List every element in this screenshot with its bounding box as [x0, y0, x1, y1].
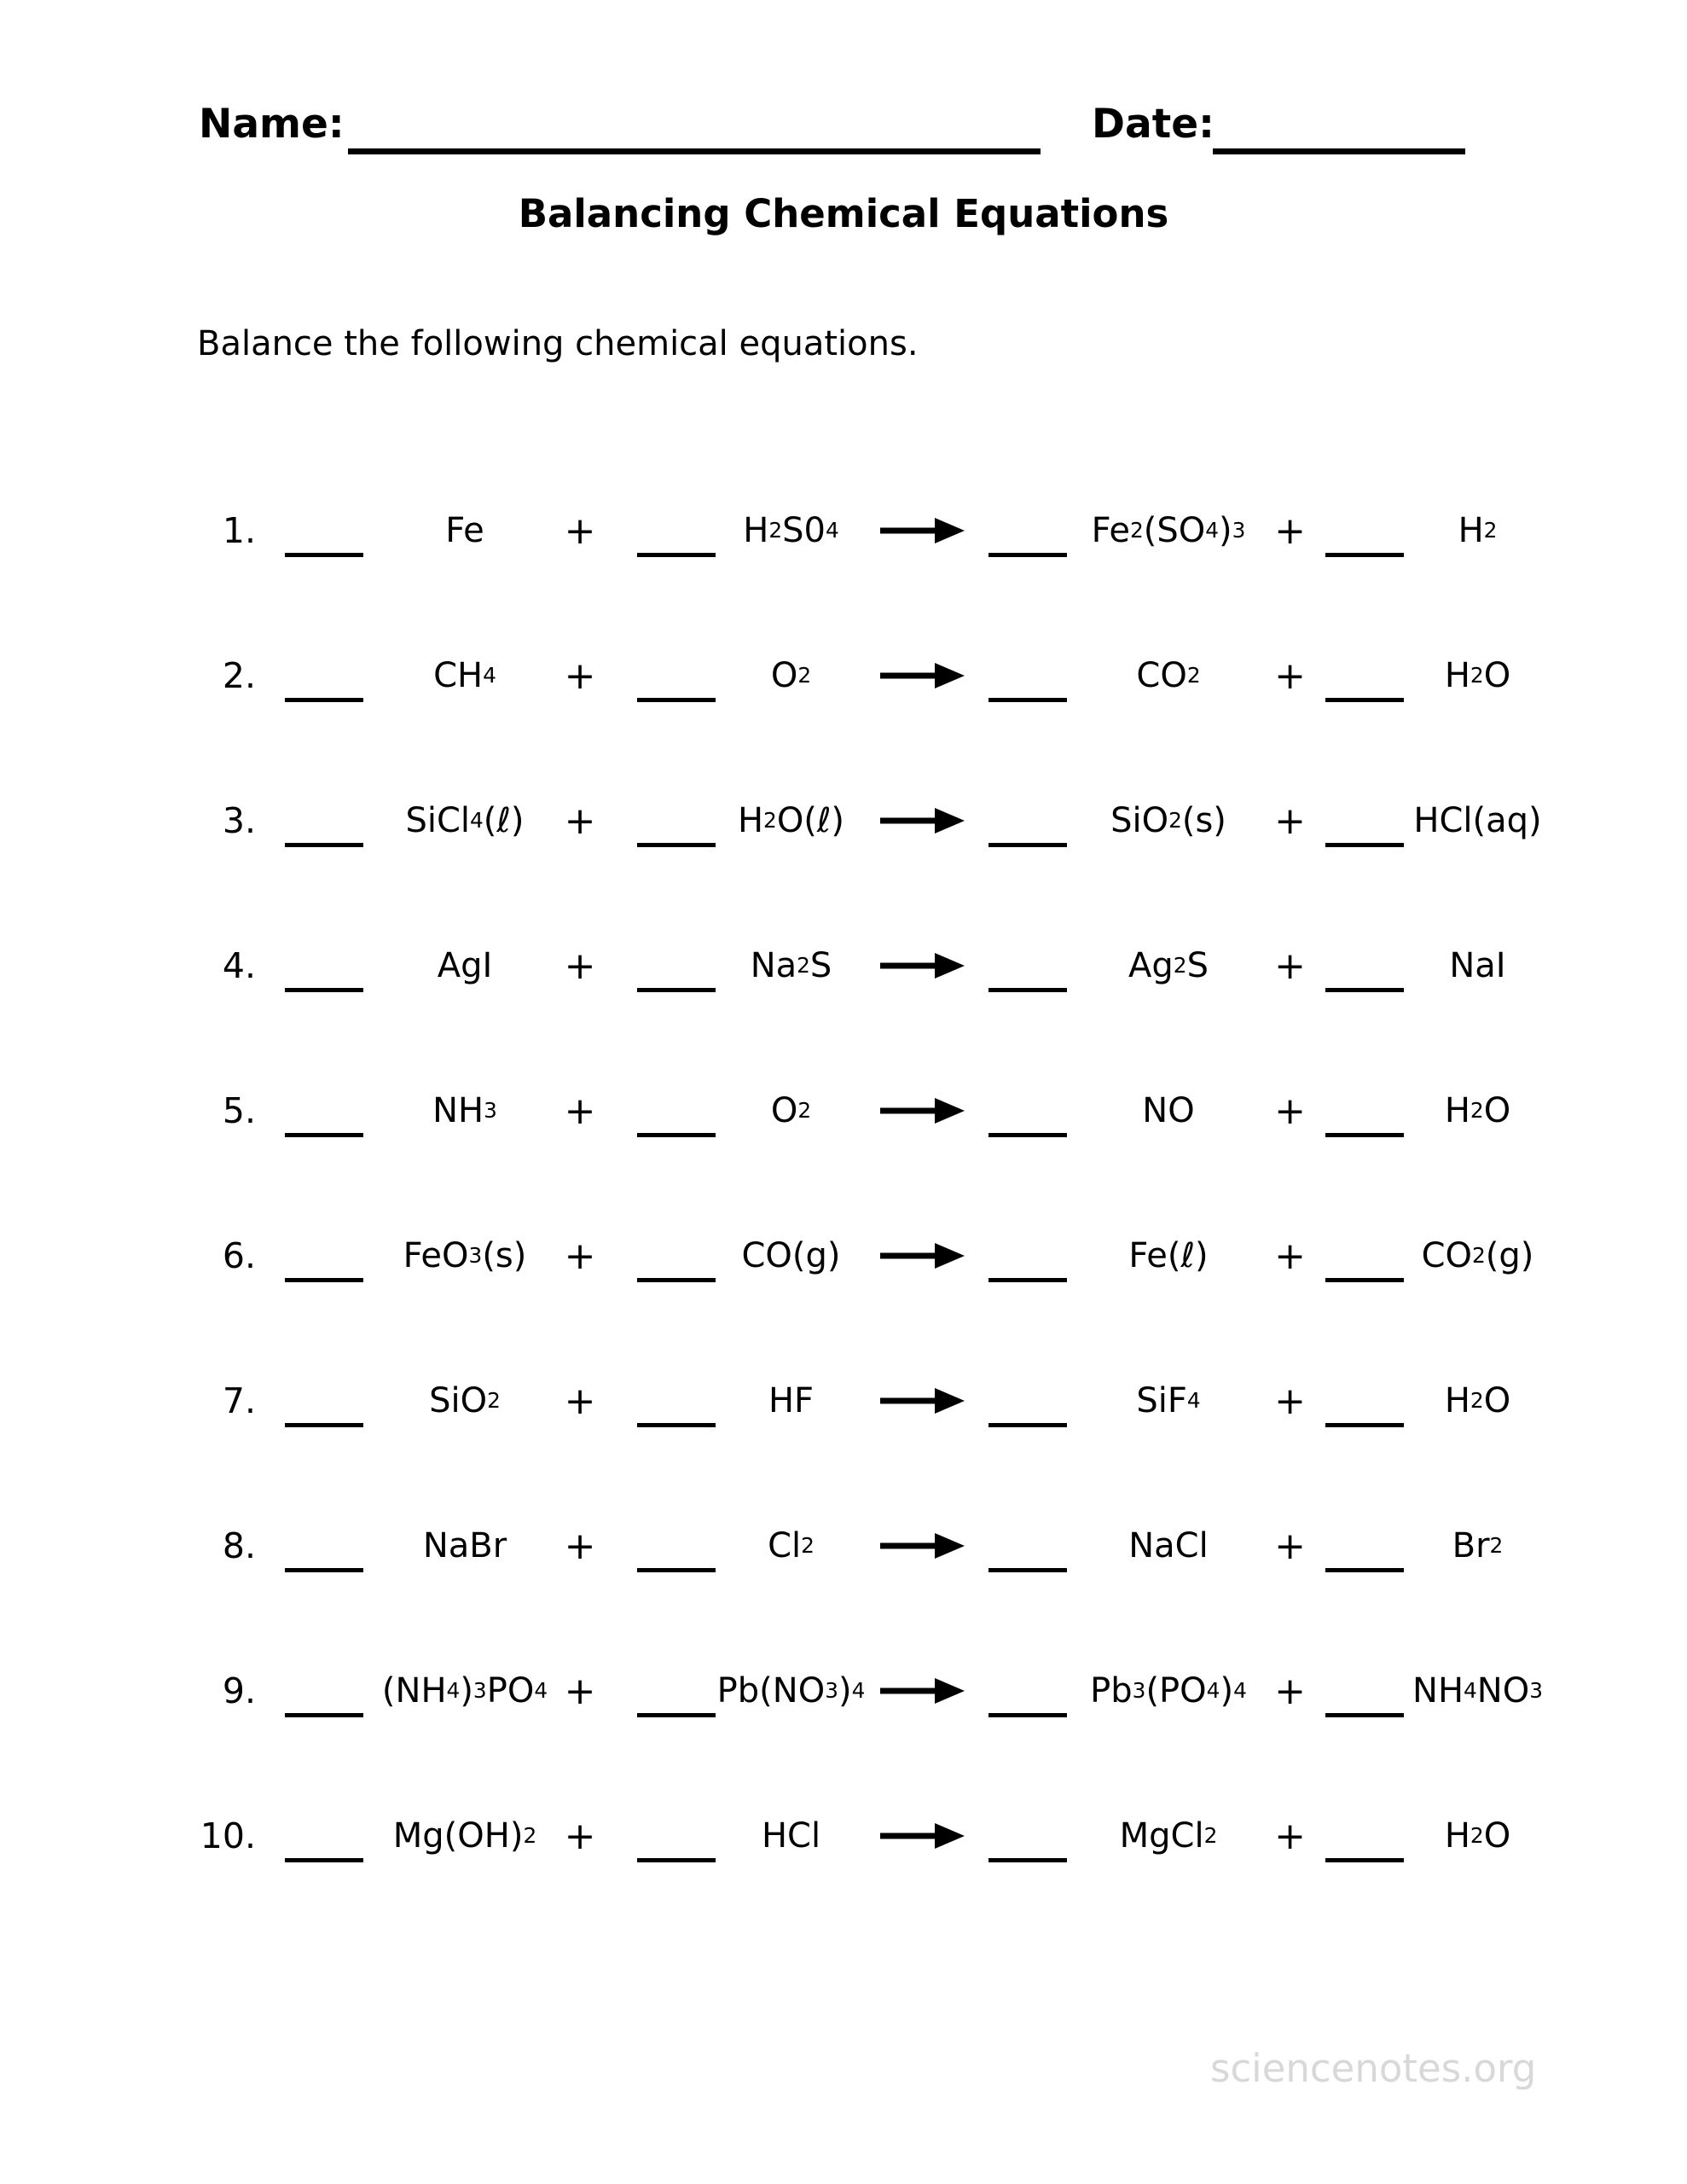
- blank-line: [637, 1133, 716, 1137]
- reaction-arrow-icon: [853, 1095, 981, 1126]
- coefficient-blank[interactable]: [256, 1230, 392, 1282]
- coefficient-blank[interactable]: [1318, 1375, 1412, 1427]
- plus-sign: +: [1274, 653, 1306, 698]
- product-2-formula: Br 2: [1452, 1526, 1504, 1565]
- coefficient-blank[interactable]: [981, 1085, 1075, 1137]
- plus-sign: +: [564, 1234, 596, 1278]
- equation-number: 2.: [222, 655, 256, 696]
- coefficient-blank[interactable]: [1318, 1085, 1412, 1137]
- product-2-formula: H 2 O: [1444, 1816, 1511, 1856]
- coefficient-blank[interactable]: [256, 1665, 392, 1717]
- blank-line: [637, 988, 716, 992]
- coefficient-blank[interactable]: [256, 1375, 392, 1427]
- equation-row-3: [128, 748, 1544, 893]
- blank-line: [1325, 1858, 1404, 1862]
- equation-number: 9.: [222, 1670, 256, 1711]
- reaction-arrow-icon: [853, 1531, 981, 1561]
- coefficient-blank[interactable]: [256, 1085, 392, 1137]
- plus-sign: +: [1274, 1089, 1306, 1133]
- plus-sign: +: [564, 508, 596, 553]
- blank-line: [988, 1858, 1067, 1862]
- equation-number: 3.: [222, 800, 256, 841]
- plus-sign: +: [564, 1524, 596, 1568]
- blank-line: [1325, 1568, 1404, 1572]
- coefficient-blank[interactable]: [981, 1520, 1075, 1572]
- plus-sign: +: [1274, 1379, 1306, 1423]
- product-1-formula: SiF 4: [1136, 1381, 1201, 1420]
- coefficient-blank[interactable]: [256, 650, 392, 702]
- coefficient-blank[interactable]: [981, 1665, 1075, 1717]
- coefficient-blank[interactable]: [981, 650, 1075, 702]
- reactant-1-formula: CH 4: [433, 656, 496, 695]
- reactant-2-formula: CO(g): [741, 1236, 841, 1275]
- equation-row-4: [128, 893, 1544, 1038]
- coefficient-blank[interactable]: [256, 1810, 392, 1862]
- coefficient-blank[interactable]: [623, 1375, 729, 1427]
- reaction-arrow-icon: [853, 805, 981, 836]
- blank-line: [988, 1713, 1067, 1717]
- coefficient-blank[interactable]: [981, 940, 1075, 992]
- product-2-formula: CO 2 (g): [1421, 1236, 1534, 1275]
- blank-line: [1325, 1278, 1404, 1282]
- plus-sign: +: [564, 1089, 596, 1133]
- plus-sign: +: [1274, 1814, 1306, 1858]
- reactant-1-formula: AgI: [437, 946, 493, 985]
- equation-number: 8.: [222, 1525, 256, 1566]
- blank-line: [1325, 1423, 1404, 1427]
- blank-line: [1325, 988, 1404, 992]
- instruction-text: Balance the following chemical equations.: [197, 324, 919, 363]
- date-blank-line[interactable]: [1213, 148, 1465, 154]
- reaction-arrow-icon: [853, 515, 981, 546]
- product-1-formula: NaCl: [1128, 1526, 1209, 1565]
- plus-sign: +: [1274, 944, 1306, 988]
- blank-line: [285, 698, 363, 702]
- plus-sign: +: [564, 1669, 596, 1713]
- blank-line: [285, 1568, 363, 1572]
- reaction-arrow-icon: [853, 1676, 981, 1706]
- equation-number: 6.: [222, 1235, 256, 1276]
- equation-row-8: [128, 1473, 1544, 1618]
- reactant-1-formula: NaBr: [422, 1526, 507, 1565]
- reactant-2-formula: O 2: [770, 1091, 812, 1130]
- product-1-formula: MgCl 2: [1119, 1816, 1218, 1856]
- blank-line: [637, 1713, 716, 1717]
- coefficient-blank[interactable]: [981, 1810, 1075, 1862]
- coefficient-blank[interactable]: [256, 940, 392, 992]
- reaction-arrow-icon: [853, 1240, 981, 1271]
- plus-sign: +: [564, 1814, 596, 1858]
- product-2-formula: H 2 O: [1444, 1091, 1511, 1130]
- blank-line: [988, 1568, 1067, 1572]
- product-1-formula: Pb 3 (PO 4 ) 4: [1090, 1671, 1247, 1711]
- coefficient-blank[interactable]: [1318, 505, 1412, 557]
- blank-line: [988, 698, 1067, 702]
- product-2-formula: H 2 O: [1444, 656, 1511, 695]
- reactant-2-formula: H 2 S0 4: [743, 511, 839, 550]
- coefficient-blank[interactable]: [623, 1665, 729, 1717]
- product-1-formula: Fe 2 (SO 4 ) 3: [1091, 511, 1246, 550]
- coefficient-blank[interactable]: [1318, 795, 1412, 847]
- blank-line: [988, 1133, 1067, 1137]
- equations-list: [128, 458, 1544, 1908]
- reactant-2-formula: HF: [768, 1381, 815, 1420]
- blank-line: [285, 1858, 363, 1862]
- blank-line: [637, 553, 716, 557]
- reactant-1-formula: Fe: [445, 511, 484, 550]
- blank-line: [988, 1278, 1067, 1282]
- coefficient-blank[interactable]: [981, 505, 1075, 557]
- reactant-2-formula: Na 2 S: [750, 946, 832, 985]
- equation-number: 4.: [222, 945, 256, 986]
- blank-line: [285, 553, 363, 557]
- reactant-1-formula: (NH 4 ) 3 PO 4: [381, 1671, 548, 1711]
- plus-sign: +: [1274, 508, 1306, 553]
- name-blank-line[interactable]: [348, 148, 1041, 154]
- equation-row-2: [128, 603, 1544, 748]
- blank-line: [285, 1278, 363, 1282]
- plus-sign: +: [1274, 1669, 1306, 1713]
- blank-line: [1325, 1133, 1404, 1137]
- product-2-formula: HCl(aq): [1413, 801, 1542, 840]
- equation-row-5: [128, 1038, 1544, 1183]
- plus-sign: +: [564, 944, 596, 988]
- reaction-arrow-icon: [853, 1821, 981, 1851]
- blank-line: [285, 1713, 363, 1717]
- product-1-formula: CO 2: [1136, 656, 1201, 695]
- coefficient-blank[interactable]: [1318, 650, 1412, 702]
- coefficient-blank[interactable]: [981, 1230, 1075, 1282]
- equation-number: 1.: [222, 510, 256, 551]
- reaction-arrow-icon: [853, 660, 981, 691]
- reaction-arrow-icon: [853, 1385, 981, 1416]
- blank-line: [285, 1133, 363, 1137]
- blank-line: [637, 1278, 716, 1282]
- reactant-1-formula: SiCl 4 (ℓ): [405, 801, 525, 840]
- equation-number: 7.: [222, 1380, 256, 1421]
- coefficient-blank[interactable]: [623, 795, 729, 847]
- blank-line: [637, 843, 716, 847]
- equation-row-1: [128, 458, 1544, 603]
- product-2-formula: H 2: [1458, 511, 1498, 550]
- reactant-1-formula: NH 3: [432, 1091, 497, 1130]
- product-1-formula: NO: [1142, 1091, 1195, 1130]
- coefficient-blank[interactable]: [623, 1810, 729, 1862]
- coefficient-blank[interactable]: [256, 1520, 392, 1572]
- product-2-formula: H 2 O: [1444, 1381, 1511, 1420]
- blank-line: [988, 988, 1067, 992]
- blank-line: [1325, 698, 1404, 702]
- coefficient-blank[interactable]: [1318, 1810, 1412, 1862]
- coefficient-blank[interactable]: [256, 795, 392, 847]
- coefficient-blank[interactable]: [1318, 1230, 1412, 1282]
- reactant-2-formula: O 2: [770, 656, 812, 695]
- coefficient-blank[interactable]: [623, 505, 729, 557]
- blank-line: [637, 1423, 716, 1427]
- product-1-formula: SiO 2 (s): [1110, 801, 1226, 840]
- coefficient-blank[interactable]: [256, 505, 392, 557]
- equation-number: 5.: [222, 1090, 256, 1131]
- reactant-1-formula: Mg(OH) 2: [392, 1816, 537, 1856]
- product-1-formula: Fe(ℓ): [1128, 1236, 1209, 1275]
- plus-sign: +: [1274, 799, 1306, 843]
- coefficient-blank[interactable]: [623, 1230, 729, 1282]
- worksheet-title: Balancing Chemical Equations: [518, 191, 1169, 236]
- coefficient-blank[interactable]: [623, 1085, 729, 1137]
- coefficient-blank[interactable]: [623, 940, 729, 992]
- reaction-arrow-icon: [853, 950, 981, 981]
- blank-line: [988, 553, 1067, 557]
- plus-sign: +: [564, 1379, 596, 1423]
- reactant-2-formula: H 2 O(ℓ): [737, 801, 845, 840]
- coefficient-blank[interactable]: [623, 650, 729, 702]
- blank-line: [637, 1858, 716, 1862]
- reactant-2-formula: Pb(NO 3 ) 4: [716, 1671, 866, 1711]
- blank-line: [988, 843, 1067, 847]
- blank-line: [637, 1568, 716, 1572]
- coefficient-blank[interactable]: [981, 795, 1075, 847]
- blank-line: [1325, 1713, 1404, 1717]
- plus-sign: +: [564, 653, 596, 698]
- equation-row-10: [128, 1763, 1544, 1908]
- date-label: Date:: [1092, 101, 1215, 148]
- product-2-formula: NaI: [1449, 946, 1506, 985]
- coefficient-blank[interactable]: [981, 1375, 1075, 1427]
- reactant-1-formula: FeO 3 (s): [403, 1236, 527, 1275]
- blank-line: [285, 843, 363, 847]
- coefficient-blank[interactable]: [1318, 1665, 1412, 1717]
- coefficient-blank[interactable]: [1318, 1520, 1412, 1572]
- blank-line: [637, 698, 716, 702]
- equation-row-7: [128, 1328, 1544, 1473]
- product-2-formula: NH 4 NO 3: [1412, 1671, 1543, 1711]
- footer-watermark: sciencenotes.org: [1210, 2046, 1537, 2091]
- blank-line: [1325, 843, 1404, 847]
- coefficient-blank[interactable]: [623, 1520, 729, 1572]
- reactant-2-formula: Cl 2: [768, 1526, 815, 1565]
- equation-number: 10.: [200, 1815, 256, 1856]
- plus-sign: +: [1274, 1234, 1306, 1278]
- plus-sign: +: [1274, 1524, 1306, 1568]
- plus-sign: +: [564, 799, 596, 843]
- blank-line: [285, 1423, 363, 1427]
- coefficient-blank[interactable]: [1318, 940, 1412, 992]
- name-label: Name:: [199, 101, 345, 148]
- product-1-formula: Ag 2 S: [1128, 946, 1209, 985]
- blank-line: [1325, 553, 1404, 557]
- reactant-2-formula: HCl: [761, 1816, 821, 1856]
- blank-line: [285, 988, 363, 992]
- equation-row-6: [128, 1183, 1544, 1328]
- equation-row-9: [128, 1618, 1544, 1763]
- blank-line: [988, 1423, 1067, 1427]
- reactant-1-formula: SiO 2: [429, 1381, 501, 1420]
